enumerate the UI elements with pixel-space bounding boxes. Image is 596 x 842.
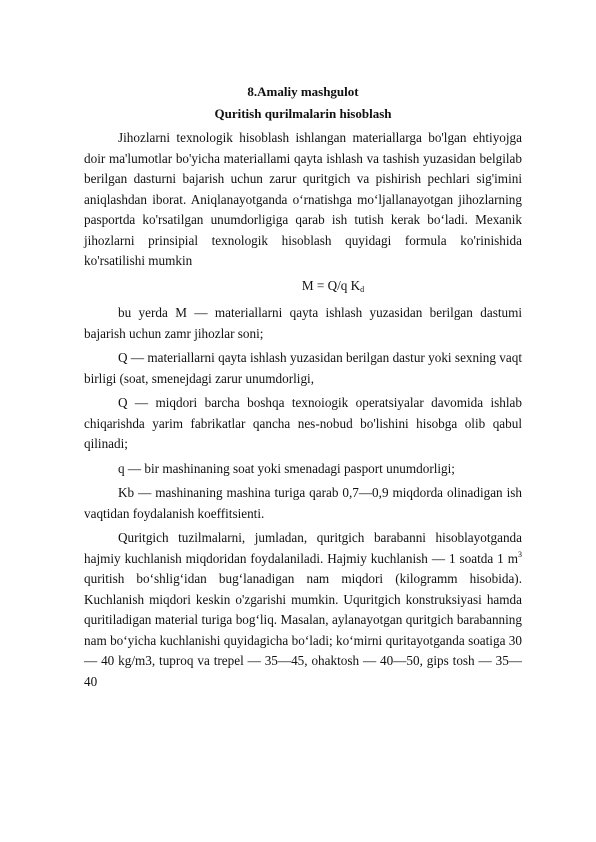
paragraph-definition-q-program: Q — materiallarni qayta ishlash yuzasidan berilgan dastur yoki sexning vaqt birligi (soat, smenejdagi zarur unumdorligi, — [84, 350, 522, 386]
formula-subscript: d — [360, 284, 365, 294]
paragraph-dryer-text-start: Quritgich tuzilmalarni, jumladan, quritgich barabanni hisoblayotganda hajmiy kuchlanish miqdoridan foydalaniladi. Hajmiy kuchlanish — 1 soatda 1 m — [84, 530, 522, 566]
paragraph-dryer-text-end: quritish bo‘shlig‘idan bug‘lanadigan nam miqdori (kilogramm hisobida). Kuchlanish miqdori keskin o'zgarishi mumkin. Uquritgich konstruksiyasi hamda quritiladigan material turiga bog‘liq. Masalan, aylanayotgan quritgich barabanning nam bo‘yicha kuchlanishi quyidagicha bo‘ladi; ko‘mirni quritayotganda soatiga 30 — 40 kg/m3, tuproq va trepel — 35—45, ohaktosh — 40—50, gips tosh — 35—40 — [84, 571, 522, 689]
paragraph-definition-q-passport: q — bir mashinaning soat yoki smenadagi pasport unumdorligi; — [118, 460, 455, 476]
formula — [84, 276, 522, 297]
paragraph-definition-q-amount: Q — miqdori barcha boshqa texnoiogik operatsiyalar davomida ishlab chiqarishda yarim fabrikatlar qancha nes-nobud bo'lishini hisobga olib qabul qilinadi; — [84, 395, 522, 451]
document-subtitle: Quritish qurilmalarin hisoblash — [214, 106, 392, 121]
paragraph-definition-kb: Kb — mashinaning mashina turiga qarab 0,7—0,9 miqdorda olinadigan ish vaqtidan foydalanish koeffitsienti. — [84, 485, 522, 521]
paragraph-definition-m: bu yerda M — materiallarni qayta ishlash yuzasidan berilgan dastumi bajarish uchun zamr jihozlar soni; — [84, 305, 522, 341]
cubic-exponent: 3 — [518, 549, 522, 559]
formula-main: M = Q/q K — [301, 277, 361, 293]
paragraph-intro: Jihozlarni texnologik hisoblash ishlangan materiallarga bo'lgan ehtiyojga doir ma'lumotlar bo'yicha materiallami qayta ishlash va tashish yuzasidan belgilab berilgan dasturni bajarish uchun zarur quritgich va pishirish pechlari sig'imini aniqlashdan iborat. Aniqlanayotganda o‘rnatishga mo‘ljallanayotgan jihozlarning pasportda ko'rsatilgan unumdorligiga qarab ish tutish kerak bo‘ladi. Mexanik jihozlarni prinsipial texnologik hisoblash quyidagi formula ko'rinishida ko'rsatilishi mumkin — [84, 130, 522, 268]
document-body — [84, 128, 522, 692]
paragraph-dryer-calculation — [84, 528, 522, 692]
document-title: 8.Amaliy mashgulot — [247, 84, 359, 99]
